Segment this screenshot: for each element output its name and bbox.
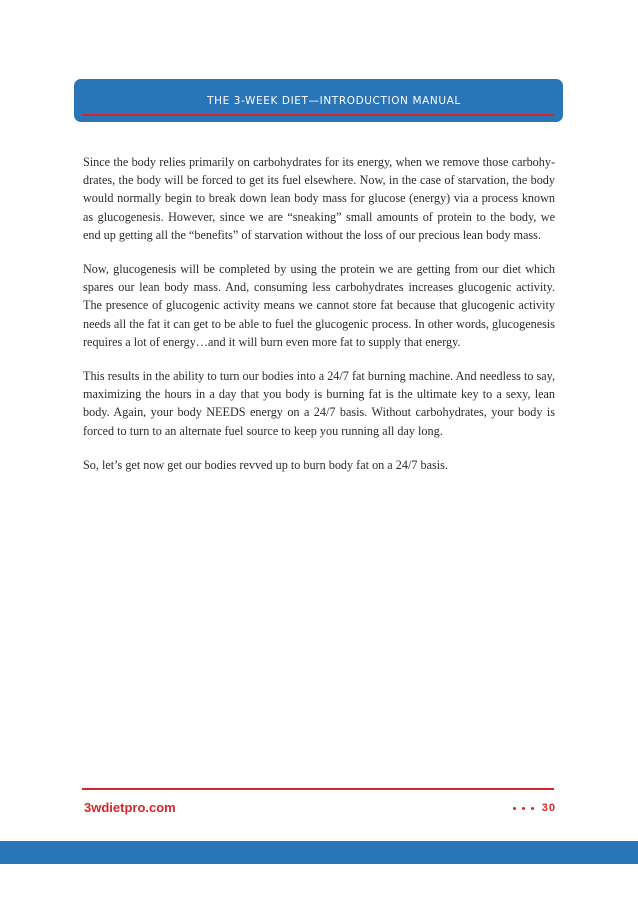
header-divider bbox=[82, 114, 554, 116]
header-title: THE 3-WEEK DIET—INTRODUCTION MANUAL bbox=[207, 95, 461, 107]
paragraph-4: So, let’s get now get our bodies revved up to burn body fat on a 24/7 basis. bbox=[83, 457, 448, 472]
paragraph-3: This results in the ability to turn our bodies into a 24/7 fat burning machine. And needless to say, maximizing the hours in a day that you body is burning fat is the ultimate key to a sexy, lean body. Again, your body NEEDS energy on a 24/7 basis. Without carbohydrates, your body is forced to turn to an alternate fuel source to keep you running all day long. bbox=[83, 369, 555, 438]
page-number: 30 bbox=[541, 802, 556, 814]
dot bbox=[513, 807, 516, 810]
footer-divider bbox=[82, 788, 554, 790]
body-text bbox=[83, 153, 555, 490]
paragraph-2: Now, glucogenesis will be completed by using the protein we are getting from our diet which spares our lean body mass. And, consuming less carbohydrates increases glucogenic activity. The presence of glucogenic activity means we cannot store fat because that glucogenic activity needs all the fat it can get to be able to fuel the glucogenic process. In other words, glucogenesis requires a lot of energy…and it will burn even more fat to supply that energy. bbox=[83, 262, 555, 349]
bottom-band bbox=[0, 841, 638, 864]
footer-dots-icon bbox=[513, 807, 534, 810]
dot bbox=[522, 807, 525, 810]
dot bbox=[531, 807, 534, 810]
footer-page-info bbox=[513, 802, 556, 814]
paragraph-1: Since the body relies primarily on carbohydrates for its energy, when we remove those carbohy-drates, the body will be forced to get its fuel elsewhere. Now, in the case of starvation, the body would normally begin to break down lean body mass for glucose (energy) via a process known as glucogenesis. However, since we are “sneaking” small amounts of protein to the body, we end up getting all the “benefits” of starvation without the loss of our precious lean body mass. bbox=[83, 155, 555, 242]
footer-website: 3wdietpro.com bbox=[84, 800, 176, 815]
